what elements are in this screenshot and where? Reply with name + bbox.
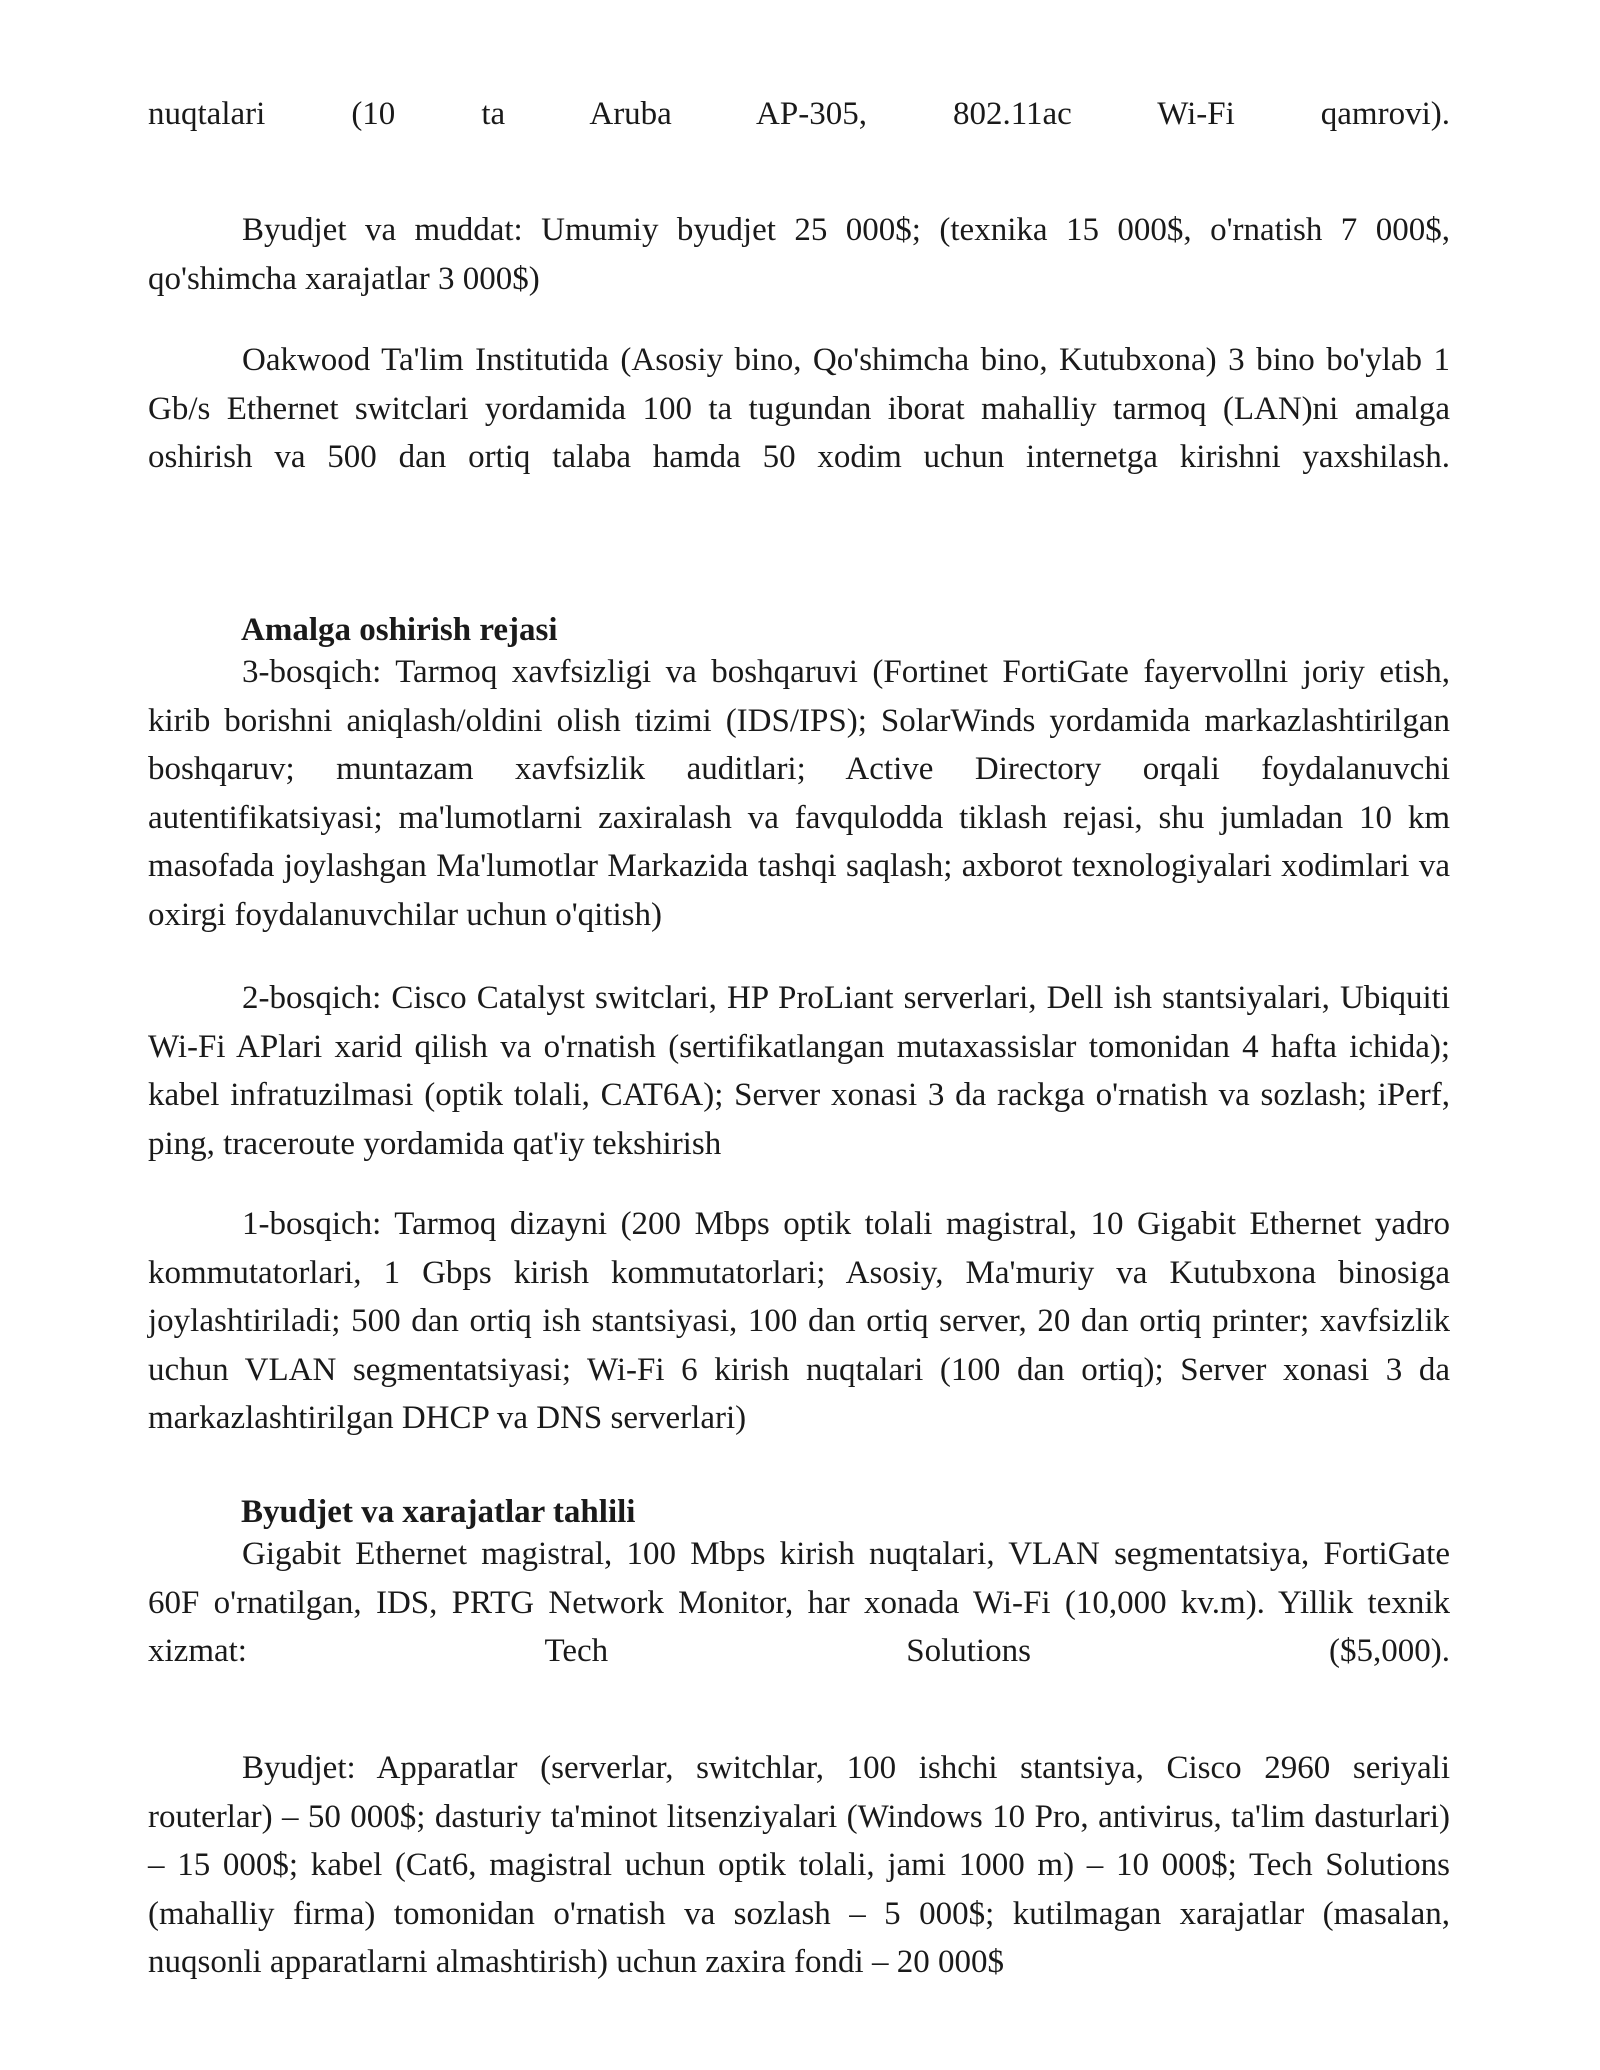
paragraph-oakwood-lan-goal: Oakwood Ta'lim Institutida (Asosiy bino, Qo'shimcha bino, Kutubxona) 3 bino bo'ylab 1 Gb/s Ethernet switclari yordamida 100 ta tugundan iborat mahalliy tarmoq (LAN)ni amalga oshirish va 500 dan ortiq talaba hamda 50 xodim uchun internetga kirishni yaxshilash.: [148, 342, 1450, 475]
heading-budget-analysis: Byudjet va xarajatlar tahlili: [241, 1494, 636, 1530]
paragraph-network-infrastructure: Gigabit Ethernet magistral, 100 Mbps kirish nuqtalari, VLAN segmentatsiya, FortiGate 60F o'rnatilgan, IDS, PRTG Network Monitor, har xonada Wi-Fi (10,000 kv.m). Yillik texnik xizmat: Tech Solutions ($5,000).: [148, 1536, 1450, 1669]
paragraph-stage-3: 3-bosqich: Tarmoq xavfsizligi va boshqaruvi (Fortinet FortiGate fayervollni joriy etish, kirib borishni aniqlash/oldini olish tizimi (IDS/IPS); SolarWinds yordamida markazlashtirilgan boshqaruv; muntazam xavfsizlik auditlari; Active Directory orqali foydalanuvchi autentifikatsiyasi; ma'lumotlarni zaxiralash va favqulodda tiklash rejasi, shu jumladan 10 km masofada joylashgan Ma'lumotlar Markazida tashqi saqlash; axborot texnologiyalari xodimlari va oxirgi foydalanuvchilar uchun o'qitish): [148, 654, 1450, 933]
paragraph-budget-breakdown: Byudjet: Apparatlar (serverlar, switchlar, 100 ishchi stantsiya, Cisco 2960 seriyali routerlar) – 50 000$; dasturiy ta'minot litsenziyalari (Windows 10 Pro, antivirus, ta'lim dasturlari) – 15 000$; kabel (Cat6, magistral uchun optik tolali, jami 1000 m) – 10 000$; Tech Solutions (mahalliy firma) tomonidan o'rnatish va sozlash – 5 000$; kutilmagan xarajatlar (masalan, nuqsonli apparatlarni almashtirish) uchun zaxira fondi – 20 000$: [148, 1750, 1450, 1980]
paragraph-stage-1: 1-bosqich: Tarmoq dizayni (200 Mbps optik tolali magistral, 10 Gigabit Ethernet yadro kommutatorlari, 1 Gbps kirish kommutatorlari; Asosiy, Ma'muriy va Kutubxona binosiga joylashtiriladi; 500 dan ortiq ish stantsiyasi, 100 dan ortiq server, 20 dan ortiq printer; xavfsizlik uchun VLAN segmentatsiyasi; Wi-Fi 6 kirish nuqtalari (100 dan ortiq); Server xonasi 3 da markazlashtirilgan DHCP va DNS serverlari): [148, 1206, 1450, 1436]
heading-implementation-plan: Amalga oshirish rejasi: [241, 612, 558, 648]
paragraph-budget-and-term: Byudjet va muddat: Umumiy byudjet 25 000$; (texnika 15 000$, o'rnatish 7 000$, qo'shimcha xarajatlar 3 000$): [148, 212, 1450, 297]
paragraph-stage-2: 2-bosqich: Cisco Catalyst switclari, HP ProLiant serverlari, Dell ish stantsiyalari, Ubiquiti Wi-Fi APlari xarid qilish va o'rnatish (sertifikatlangan mutaxassislar tomonidan 4 hafta ichida); kabel infratuzilmasi (optik tolali, CAT6A); Server xonasi 3 da rackga o'rnatish va sozlash; iPerf, ping, traceroute yordamida qat'iy tekshirish: [148, 980, 1450, 1162]
paragraph-access-points-continuation: nuqtalari (10 ta Aruba AP-305, 802.11ac Wi-Fi qamrovi).: [148, 96, 1450, 132]
